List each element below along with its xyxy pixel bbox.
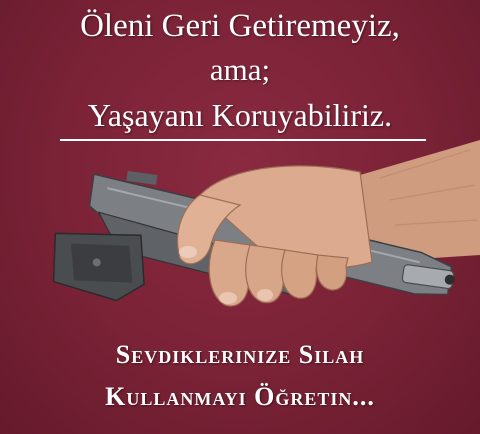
headline-line-3: Yaşayanı Koruyabiliriz. — [87, 97, 393, 133]
finger-4 — [317, 255, 348, 290]
hand — [178, 166, 372, 306]
finger-3 — [282, 250, 318, 298]
headline-line-2: ama; — [209, 52, 271, 87]
footer-line-1: Sevdiklerinize Silah — [115, 340, 365, 369]
footer-line-2: Kullanmayı Öğretin... — [105, 382, 375, 411]
headline-line-1: Öleni Geri Getiremeyiz, — [80, 8, 400, 44]
